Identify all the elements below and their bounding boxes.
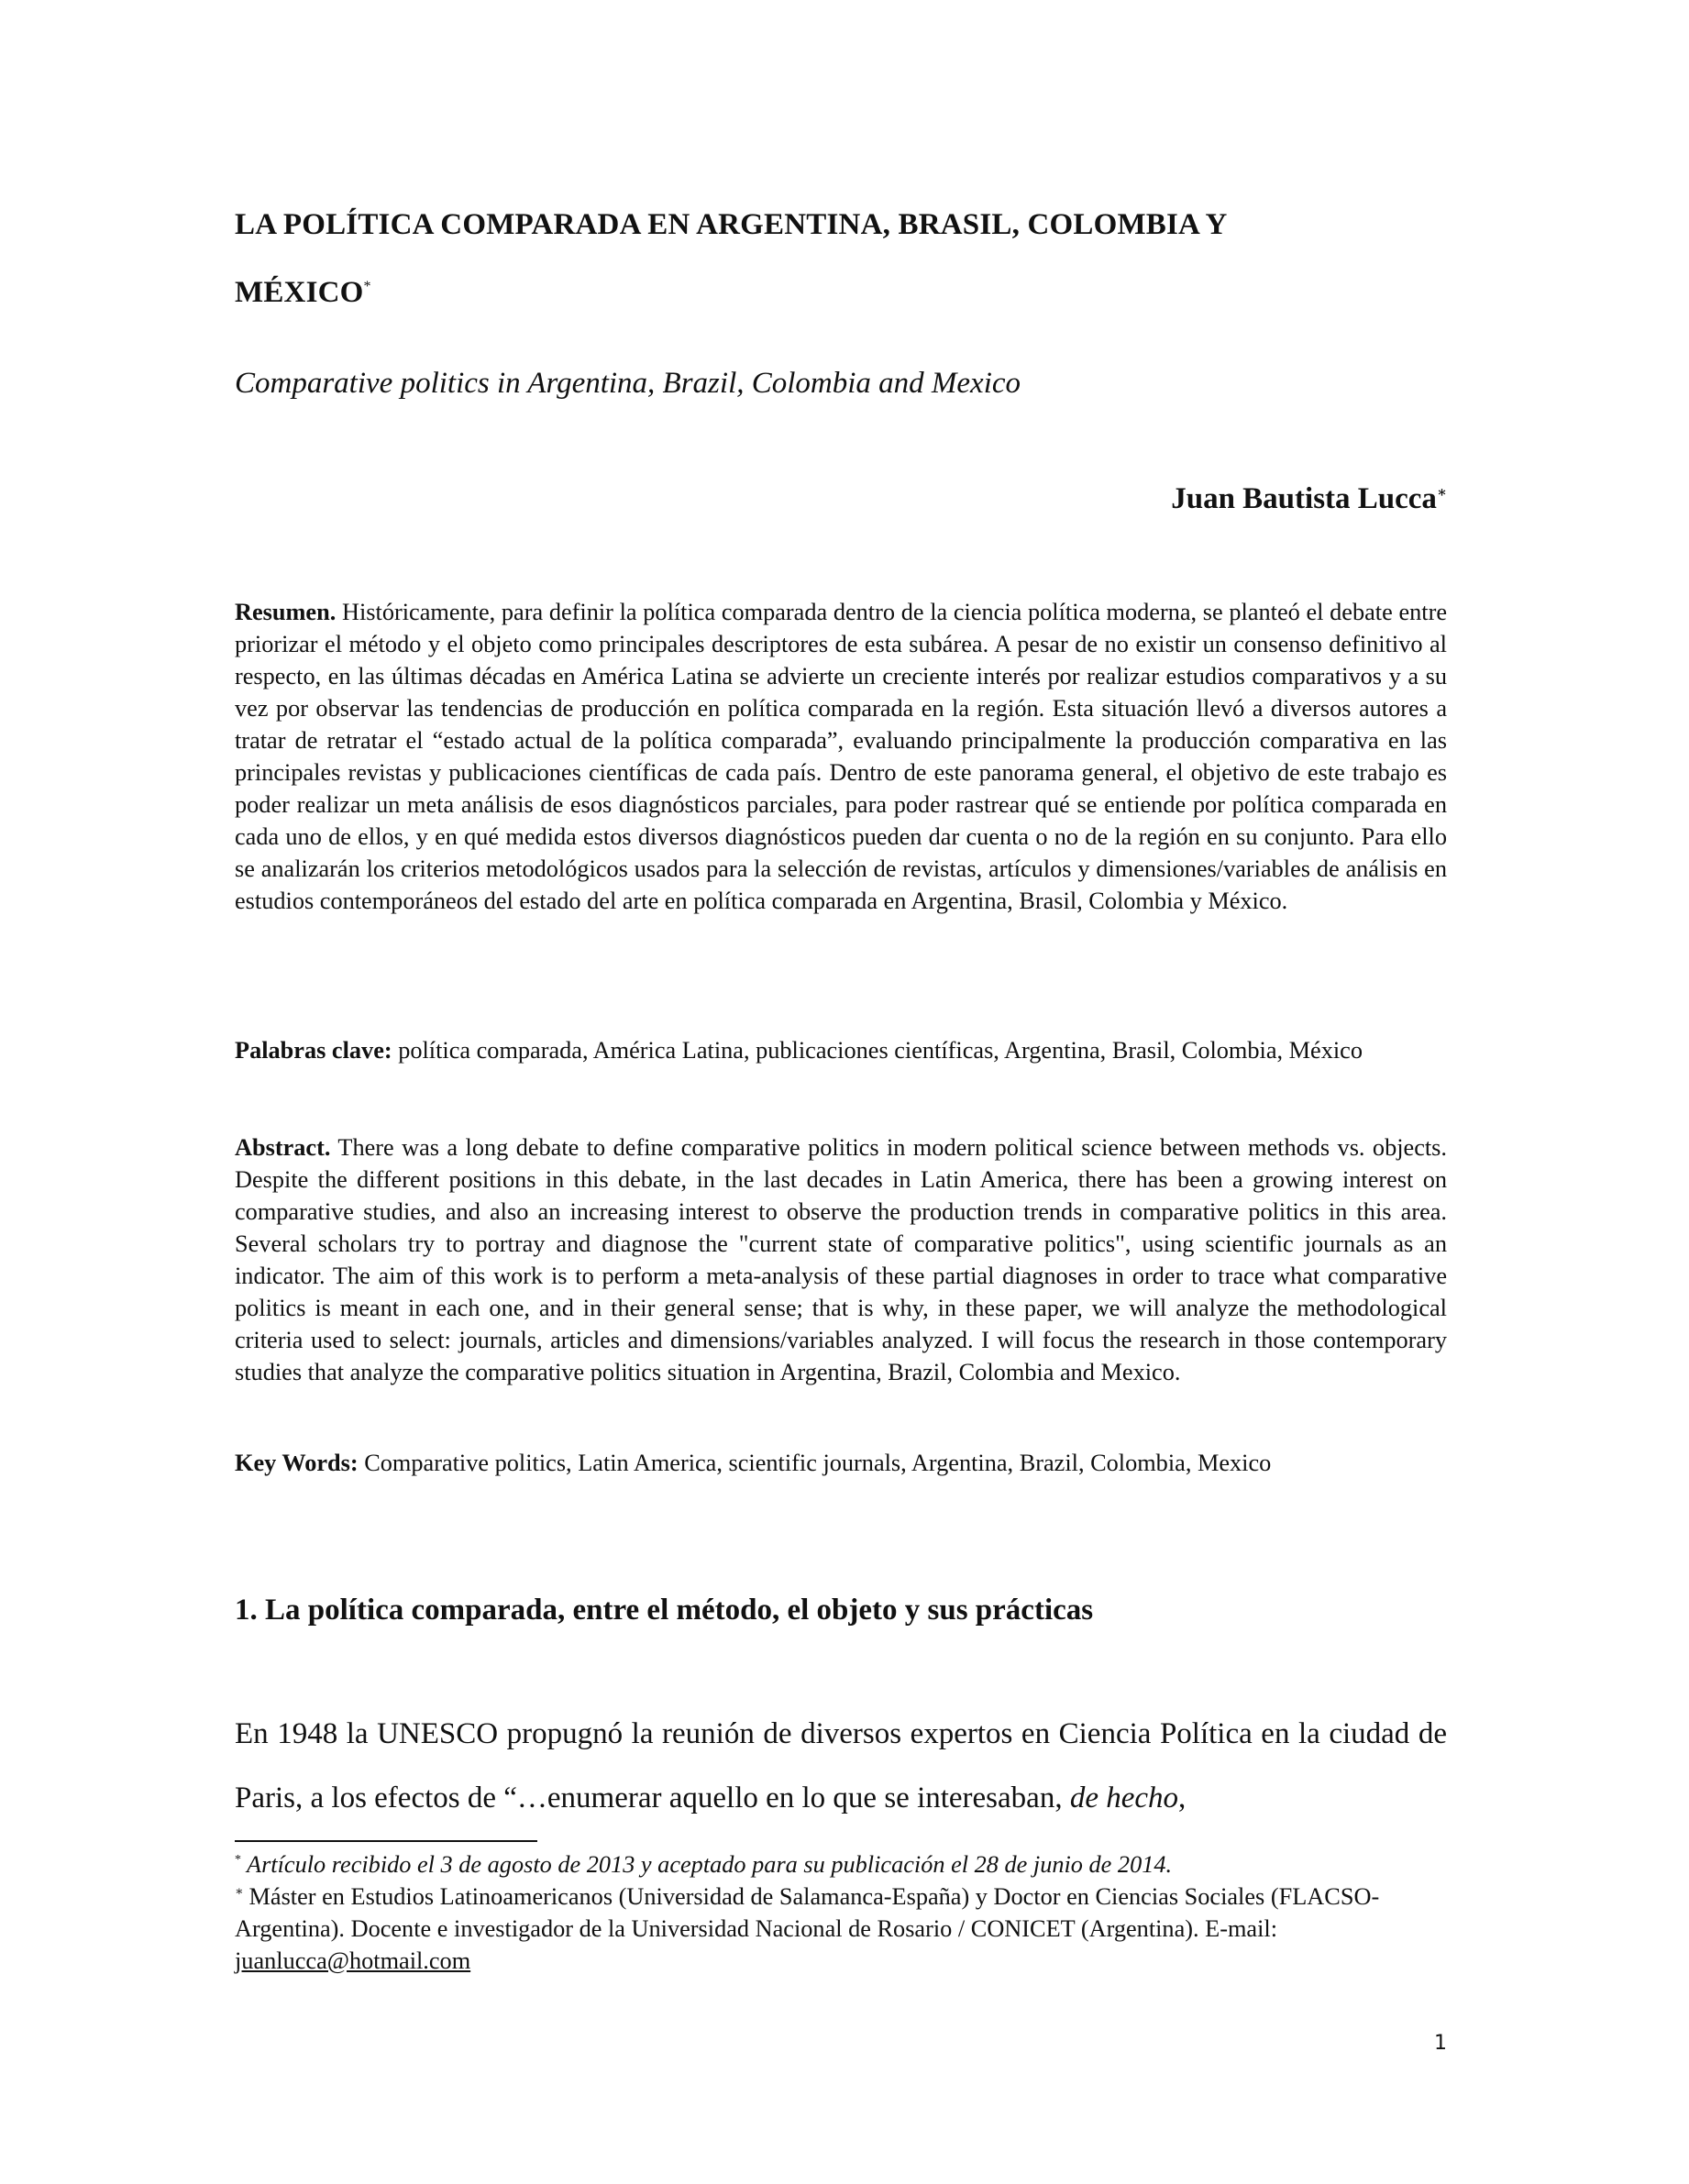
paper-title [235,191,1447,326]
key-words-text: Comparative politics, Latin America, scientific journals, Argentina, Brazil, Colombia, Mexico [358,1450,1272,1476]
title-footnote-mark: * [363,279,371,294]
footnote-2-text: Máster en Estudios Latinoamericanos (Universidad de Salamanca-España) y Doctor en Ciencias Sociales (FLACSO-Argentina). Docente e investigador de la Universidad Nacional de Rosario / CONICET (Argentina). E-mail: [235,1883,1380,1942]
palabras-clave-label: Palabras clave: [235,1037,392,1064]
resumen-text: Históricamente, para definir la política comparada dentro de la ciencia política moderna, se planteó el debate entre priorizar el método y el objeto como principales descriptores de esta subárea. A pesar de no existir un consenso definitivo al respecto, en las últimas décadas en América Latina se advierte un creciente interés por realizar estudios comparativos y a su vez por observar las tendencias de producción en política comparada en la región. Esta situación llevó a diversos autores a tratar de retratar el “estado actual de la política comparada”, evaluando principalmente la producción comparativa en las principales revistas y publicaciones científicas de cada país. Dentro de este panorama general, el objetivo de este trabajo es poder realizar un meta análisis de esos diagnósticos parciales, para poder rastrear qué se entiende por política comparada en cada uno de ellos, y en qué medida estos diversos diagnósticos pueden dar cuenta o no de la región en su conjunto. Para ello se analizarán los criterios metodológicos usados para la selección de revistas, artículos y dimensiones/variables de análisis en estudios contemporáneos del estado del arte en política comparada en Argentina, Brasil, Colombia y México. [235,599,1447,914]
footnotes [235,1848,1447,1977]
title-line-1: LA POLÍTICA COMPARADA EN ARGENTINA, BRASIL, COLOMBIA Y [235,208,1228,241]
palabras-clave-text: política comparada, América Latina, publicaciones científicas, Argentina, Brasil, Colombia, México [392,1037,1363,1064]
footnote-2-mark: ∗ [235,1885,244,1900]
paper-subtitle: Comparative politics in Argentina, Brazil, Colombia and Mexico [235,367,1021,400]
footnote-2 [235,1881,1447,1977]
author-footnote-mark: ∗ [1436,485,1447,501]
resumen-paragraph [235,596,1447,917]
body-text-start: En 1948 la UNESCO propugnó la reunión de diversos expertos en Ciencia Política en la ciudad de Paris, a los efectos de “…enumerar aquello en lo que se interesaban, [235,1717,1447,1814]
email-link[interactable]: juanlucca@hotmail.com [235,1947,471,1974]
footnote-separator [235,1840,537,1842]
palabras-clave-paragraph [235,1034,1447,1066]
body-text-end: , [1178,1781,1187,1814]
body-text-italic: de hecho [1069,1781,1179,1814]
title-line-2: MÉXICO [235,276,364,309]
resumen-label: Resumen. [235,599,337,625]
abstract-label: Abstract. [235,1134,331,1161]
key-words-paragraph [235,1447,1447,1479]
page-number: 1 [1434,2032,1447,2055]
author-name-text: Juan Bautista Lucca [1171,482,1437,515]
footnote-1 [235,1848,1447,1881]
abstract-paragraph [235,1131,1447,1388]
section-heading: 1. La política comparada, entre el método, el objeto y sus prácticas [235,1594,1094,1627]
section-body-text [235,1702,1447,1830]
footnote-1-text: Artículo recibido el 3 de agosto de 2013 y aceptado para su publicación el 28 de junio de 2014. [247,1851,1173,1878]
key-words-label: Key Words: [235,1450,359,1476]
author-name [235,482,1447,516]
abstract-text: There was a long debate to define comparative politics in modern political science between methods vs. objects. Despite the different positions in this debate, in the last decades in Latin America, there has been a growing interest on comparative studies, and also an increasing interest to observe the production trends in comparative politics in this area. Several scholars try to portray and diagnose the "current state of comparative politics", using scientific journals as an indicator. The aim of this work is to perform a meta-analysis of these partial diagnoses in order to trace what comparative politics is meant in each one, and in their general sense; that is why, in these paper, we will analyze the methodological criteria used to select: journals, articles and dimensions/variables analyzed. I will focus the research in those contemporary studies that analyze the comparative politics situation in Argentina, Brazil, Colombia and Mexico. [235,1134,1447,1385]
footnote-1-mark: * [235,1853,241,1868]
